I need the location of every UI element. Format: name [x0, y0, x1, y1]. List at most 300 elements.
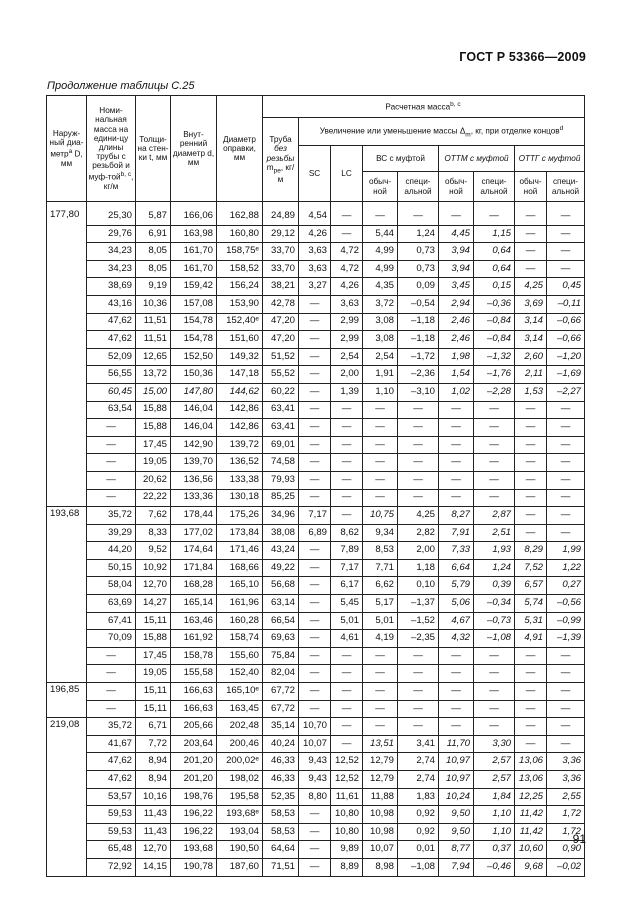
table-cell: 10,07 — [299, 735, 331, 753]
table-cell: 10,36 — [136, 295, 171, 313]
table-cell: –0,84 — [474, 331, 515, 349]
table-cell: 69,01 — [263, 436, 299, 454]
table-cell: — — [299, 858, 331, 876]
table-cell: 8,29 — [515, 542, 547, 560]
table-cell: 11,51 — [136, 313, 171, 331]
table-cell: 150,36 — [171, 366, 217, 384]
table-cell: — — [299, 542, 331, 560]
table-cell: 85,25 — [263, 489, 299, 507]
table-cell: 158,52 — [217, 260, 263, 278]
table-cell: — — [439, 489, 474, 507]
table-cell: 4,72 — [331, 243, 363, 261]
table-cell: 6,62 — [363, 577, 398, 595]
table-cell: –0,11 — [547, 295, 585, 313]
table-cell: 8,27 — [439, 507, 474, 525]
table-cell: 24,89 — [263, 208, 299, 225]
table-cell: 58,53 — [263, 823, 299, 841]
table-cell: 165,10ᵉ — [217, 683, 263, 701]
table-cell: 157,08 — [171, 295, 217, 313]
table-cell: — — [299, 559, 331, 577]
table-cell: 44,20 — [87, 542, 136, 560]
table-cell: — — [439, 700, 474, 718]
table-cell: 3,30 — [474, 735, 515, 753]
table-cell: –1,72 — [398, 348, 439, 366]
table-cell: 11,43 — [136, 823, 171, 841]
table-cell: 11,61 — [331, 788, 363, 806]
table-cell: 1,24 — [474, 559, 515, 577]
table-cell: 51,52 — [263, 348, 299, 366]
table-cell: — — [474, 208, 515, 225]
table-cell: 52,09 — [87, 348, 136, 366]
table-cell: 50,15 — [87, 559, 136, 577]
table-cell: — — [299, 331, 331, 349]
table-cell: –1,18 — [398, 313, 439, 331]
table-cell: 7,17 — [299, 507, 331, 525]
table-cell: 1,15 — [474, 225, 515, 243]
table-cell: — — [515, 524, 547, 542]
table-cell: 159,42 — [171, 278, 217, 296]
header-calculated-mass: Расчетная масса$^{b, c}$ — [263, 96, 585, 118]
table-cell: 5,44 — [363, 225, 398, 243]
table-cell: 14,27 — [136, 595, 171, 613]
table-cell: –0,66 — [547, 331, 585, 349]
table-row — [47, 735, 585, 753]
table-cell: — — [331, 735, 363, 753]
table-cell: 151,60 — [217, 331, 263, 349]
table-cell: 162,88 — [217, 208, 263, 225]
table-cell: 3,69 — [515, 295, 547, 313]
standard-number: ГОСТ Р 53366—2009 — [459, 50, 586, 64]
table-cell: 158,74 — [217, 630, 263, 648]
table-cell: 2,57 — [474, 771, 515, 789]
table-cell: –1,37 — [398, 595, 439, 613]
table-cell: — — [299, 419, 331, 437]
table-cell: 2,57 — [474, 753, 515, 771]
table-cell: 0,64 — [474, 243, 515, 261]
table-cell: 0,73 — [398, 243, 439, 261]
table-cell: 9,19 — [136, 278, 171, 296]
table-cell: 0,73 — [398, 260, 439, 278]
table-cell: 75,84 — [263, 647, 299, 665]
table-cell: 11,42 — [515, 806, 547, 824]
table-cell: –1,52 — [398, 612, 439, 630]
table-cell: 9,50 — [439, 823, 474, 841]
table-cell: 1,83 — [398, 788, 439, 806]
table-cell: 142,86 — [217, 401, 263, 419]
table-cell: 46,33 — [263, 753, 299, 771]
table-cell: 3,08 — [363, 313, 398, 331]
table-cell: 0,10 — [398, 577, 439, 595]
table-cell: — — [299, 806, 331, 824]
table-cell: 5,01 — [331, 612, 363, 630]
table-cell: — — [87, 683, 136, 701]
table-cell: 6,71 — [136, 718, 171, 736]
table-cell: — — [515, 436, 547, 454]
table-cell: — — [331, 700, 363, 718]
table-cell: 3,63 — [299, 260, 331, 278]
table-cell: 2,46 — [439, 331, 474, 349]
table-cell: 173,84 — [217, 524, 263, 542]
table-row — [47, 489, 585, 507]
table-cell: 195,58 — [217, 788, 263, 806]
table-cell: — — [299, 295, 331, 313]
table-cell: 6,17 — [331, 577, 363, 595]
header-ottm-special: специ-альной — [474, 172, 515, 202]
table-cell: 154,78 — [171, 313, 217, 331]
table-cell: –1,08 — [474, 630, 515, 648]
table-cell: 4,26 — [299, 225, 331, 243]
table-cell: 193,68ᵉ — [217, 806, 263, 824]
table-cell: — — [363, 700, 398, 718]
header-sc: SC — [299, 146, 331, 202]
table-cell: 47,62 — [87, 771, 136, 789]
table-cell: 136,56 — [171, 471, 217, 489]
table-row — [47, 383, 585, 401]
table-cell: 63,41 — [263, 419, 299, 437]
table-cell: 147,80 — [171, 383, 217, 401]
table-cell: 8,80 — [299, 788, 331, 806]
table-cell: 71,51 — [263, 858, 299, 876]
table-cell: 156,24 — [217, 278, 263, 296]
table-cell: 4,19 — [363, 630, 398, 648]
table-cell: 4,61 — [331, 630, 363, 648]
table-row — [47, 700, 585, 718]
table-cell: 2,94 — [439, 295, 474, 313]
table-cell: –3,10 — [398, 383, 439, 401]
table-cell: 3,94 — [439, 260, 474, 278]
table-cell: 5,79 — [439, 577, 474, 595]
table-row — [47, 454, 585, 472]
header-mass-change: Увеличение или уменьшение массы $\Delta_m$, кг, при отделке концов$^d$ — [299, 118, 585, 146]
table-cell: — — [87, 454, 136, 472]
table-row — [47, 295, 585, 313]
table-cell: 67,41 — [87, 612, 136, 630]
table-cell: 7,91 — [439, 524, 474, 542]
table-cell: 10,75 — [363, 507, 398, 525]
table-cell: 35,72 — [87, 718, 136, 736]
table-cell: 0,92 — [398, 806, 439, 824]
table-cell: — — [474, 700, 515, 718]
table-row — [47, 771, 585, 789]
table-cell: — — [87, 436, 136, 454]
table-cell: 133,36 — [171, 489, 217, 507]
table-cell: 10,24 — [439, 788, 474, 806]
table-cell: — — [474, 683, 515, 701]
table-cell: — — [363, 208, 398, 225]
table-cell: 39,29 — [87, 524, 136, 542]
table-cell: — — [439, 208, 474, 225]
table-cell: 7,72 — [136, 735, 171, 753]
table-cell: — — [398, 489, 439, 507]
table-cell: 38,69 — [87, 278, 136, 296]
outer-diameter-cell: 219,08 — [47, 718, 87, 876]
table-cell: — — [439, 436, 474, 454]
table-row — [47, 718, 585, 736]
table-cell: 0,45 — [547, 278, 585, 296]
table-cell: 38,08 — [263, 524, 299, 542]
table-cell: 12,65 — [136, 348, 171, 366]
table-cell: — — [398, 700, 439, 718]
table-cell: 40,24 — [263, 735, 299, 753]
table-cell: — — [547, 700, 585, 718]
table-cell: — — [439, 647, 474, 665]
table-cell: 1,93 — [474, 542, 515, 560]
table-cell: 67,72 — [263, 700, 299, 718]
table-cell: 2,46 — [439, 313, 474, 331]
table-row — [47, 331, 585, 349]
table-cell: — — [474, 665, 515, 683]
table-cell: — — [398, 683, 439, 701]
table-cell: 2,99 — [331, 331, 363, 349]
table-cell: 5,87 — [136, 208, 171, 225]
table-cell: — — [515, 454, 547, 472]
table-cell: 15,11 — [136, 683, 171, 701]
table-cell: 2,00 — [398, 542, 439, 560]
table-cell: — — [547, 507, 585, 525]
table-cell: –1,76 — [474, 366, 515, 384]
table-cell: — — [515, 665, 547, 683]
table-cell: 9,34 — [363, 524, 398, 542]
table-cell: — — [398, 436, 439, 454]
table-cell: 8,05 — [136, 260, 171, 278]
table-cell: 65,48 — [87, 841, 136, 859]
table-cell: 0,92 — [398, 823, 439, 841]
table-row — [47, 841, 585, 859]
table-cell: — — [547, 419, 585, 437]
table-cell: 5,01 — [363, 612, 398, 630]
table-cell: — — [515, 471, 547, 489]
table-cell: — — [474, 718, 515, 736]
table-row — [47, 243, 585, 261]
table-cell: 1,98 — [439, 348, 474, 366]
table-cell: 47,20 — [263, 313, 299, 331]
table-cell: 11,70 — [439, 735, 474, 753]
table-cell: 3,27 — [299, 278, 331, 296]
table-cell: 4,99 — [363, 260, 398, 278]
table-cell: — — [299, 595, 331, 613]
table-cell: 53,57 — [87, 788, 136, 806]
table-cell: 2,54 — [363, 348, 398, 366]
table-cell: — — [299, 700, 331, 718]
table-cell: — — [363, 718, 398, 736]
table-cell: 67,72 — [263, 683, 299, 701]
table-cell: –0,36 — [474, 295, 515, 313]
table-cell: 2,60 — [515, 348, 547, 366]
table-cell: — — [299, 436, 331, 454]
table-row — [47, 208, 585, 225]
table-cell: 1,91 — [363, 366, 398, 384]
table-cell: 17,45 — [136, 436, 171, 454]
header-bc-coupling: ВС с муфтой — [363, 146, 439, 172]
table-cell: — — [439, 683, 474, 701]
table-cell: –0,99 — [547, 612, 585, 630]
table-row — [47, 559, 585, 577]
table-cell: — — [547, 665, 585, 683]
table-cell: 9,50 — [439, 806, 474, 824]
table-cell: 166,63 — [171, 683, 217, 701]
table-cell: — — [474, 401, 515, 419]
table-row — [47, 823, 585, 841]
table-cell: — — [299, 383, 331, 401]
table-cell: 144,62 — [217, 383, 263, 401]
table-cell: 8,94 — [136, 771, 171, 789]
table-cell: 3,41 — [398, 735, 439, 753]
table-cell: 161,70 — [171, 243, 217, 261]
table-cell: — — [474, 436, 515, 454]
table-cell: 175,26 — [217, 507, 263, 525]
table-cell: 4,45 — [439, 225, 474, 243]
table-cell: 193,04 — [217, 823, 263, 841]
table-cell: 166,63 — [171, 700, 217, 718]
table-cell: 35,72 — [87, 507, 136, 525]
table-cell: 8,98 — [363, 858, 398, 876]
table-cell: –1,39 — [547, 630, 585, 648]
table-cell: — — [299, 665, 331, 683]
table-cell: 11,43 — [136, 806, 171, 824]
table-cell: — — [515, 507, 547, 525]
table-cell: 203,64 — [171, 735, 217, 753]
table-cell: –2,27 — [547, 383, 585, 401]
table-cell: 2,11 — [515, 366, 547, 384]
table-cell: 146,04 — [171, 419, 217, 437]
table-cell: 8,62 — [331, 524, 363, 542]
table-cell: 4,25 — [515, 278, 547, 296]
table-cell: — — [331, 489, 363, 507]
table-cell: — — [515, 647, 547, 665]
table-row — [47, 348, 585, 366]
table-cell: 193,68 — [171, 841, 217, 859]
table-cell: 201,20 — [171, 771, 217, 789]
table-cell: — — [547, 489, 585, 507]
table-row — [47, 665, 585, 683]
table-cell: 58,04 — [87, 577, 136, 595]
table-cell: 64,64 — [263, 841, 299, 859]
table-cell: — — [331, 401, 363, 419]
table-cell: –1,32 — [474, 348, 515, 366]
table-cell: 11,88 — [363, 788, 398, 806]
page-number: 91 — [572, 832, 586, 846]
table-cell: — — [299, 647, 331, 665]
table-cell: –0,02 — [547, 858, 585, 876]
table-cell: — — [515, 683, 547, 701]
table-cell: 15,88 — [136, 401, 171, 419]
table-cell: — — [299, 348, 331, 366]
table-caption: Продолжение таблицы С.25 — [47, 80, 195, 92]
table-cell: 66,54 — [263, 612, 299, 630]
table-cell: 155,58 — [171, 665, 217, 683]
table-cell: — — [515, 225, 547, 243]
table-cell: 29,76 — [87, 225, 136, 243]
table-cell: 59,53 — [87, 823, 136, 841]
table-cell: — — [515, 489, 547, 507]
table-cell: 3,63 — [299, 243, 331, 261]
table-cell: 136,52 — [217, 454, 263, 472]
table-cell: –0,73 — [474, 612, 515, 630]
table-cell: 178,44 — [171, 507, 217, 525]
table-cell: 1,22 — [547, 559, 585, 577]
table-cell: 161,96 — [217, 595, 263, 613]
header-nominal-mass: Номи-нальная масса на едини-цу длины трубы с резьбой и муф-той$^{b, c}$, кг/м — [87, 96, 136, 202]
table-cell: 15,11 — [136, 612, 171, 630]
table-cell: 15,88 — [136, 419, 171, 437]
table-cell: 1,84 — [474, 788, 515, 806]
table-cell: 74,58 — [263, 454, 299, 472]
table-cell: 46,33 — [263, 771, 299, 789]
table-cell: –0,46 — [474, 858, 515, 876]
table-cell: — — [331, 665, 363, 683]
table-cell: 13,06 — [515, 771, 547, 789]
table-cell: 2,87 — [474, 507, 515, 525]
table-cell: 60,45 — [87, 383, 136, 401]
table-cell: –0,66 — [547, 313, 585, 331]
table-cell: 190,78 — [171, 858, 217, 876]
table-cell: — — [299, 630, 331, 648]
table-cell: 8,89 — [331, 858, 363, 876]
table-cell: — — [331, 683, 363, 701]
table-cell: 12,79 — [363, 771, 398, 789]
table-cell: –0,54 — [398, 295, 439, 313]
table-cell: 161,92 — [171, 630, 217, 648]
table-cell: — — [515, 401, 547, 419]
table-row — [47, 313, 585, 331]
table-cell: 3,14 — [515, 331, 547, 349]
table-cell: — — [547, 454, 585, 472]
table-cell: 158,78 — [171, 647, 217, 665]
table-cell: 47,62 — [87, 331, 136, 349]
header-inner-diameter: Внут-ренний диаметр d, мм — [171, 96, 217, 202]
table-cell: — — [439, 401, 474, 419]
table-cell: 3,36 — [547, 771, 585, 789]
table-cell: 2,74 — [398, 753, 439, 771]
table-cell: — — [87, 700, 136, 718]
table-row — [47, 788, 585, 806]
table-cell: –1,18 — [398, 331, 439, 349]
table-cell: 6,64 — [439, 559, 474, 577]
header-drift-diameter: Диаметр оправки, мм — [217, 96, 263, 202]
table-cell: 190,50 — [217, 841, 263, 859]
table-cell: — — [439, 454, 474, 472]
table-cell: — — [398, 208, 439, 225]
table-cell: 47,20 — [263, 331, 299, 349]
table-cell: 12,70 — [136, 841, 171, 859]
table-cell: 11,42 — [515, 823, 547, 841]
table-cell: 58,53 — [263, 806, 299, 824]
table-cell: — — [331, 454, 363, 472]
table-cell: — — [331, 647, 363, 665]
table-cell: 13,51 — [363, 735, 398, 753]
table-cell: 200,02ᵉ — [217, 753, 263, 771]
table-cell: — — [299, 471, 331, 489]
table-cell: 187,60 — [217, 858, 263, 876]
table-cell: 47,62 — [87, 753, 136, 771]
table-row — [47, 260, 585, 278]
table-cell: 3,72 — [363, 295, 398, 313]
table-cell: 56,68 — [263, 577, 299, 595]
table-cell: — — [515, 260, 547, 278]
table-cell: 63,69 — [87, 595, 136, 613]
table-cell: 9,43 — [299, 753, 331, 771]
table-cell: — — [299, 489, 331, 507]
table-cell: 60,22 — [263, 383, 299, 401]
table-cell: 1,53 — [515, 383, 547, 401]
table-cell: 7,94 — [439, 858, 474, 876]
table-cell: 0,01 — [398, 841, 439, 859]
table-cell: 7,52 — [515, 559, 547, 577]
table-cell: 10,07 — [363, 841, 398, 859]
table-cell: 201,20 — [171, 753, 217, 771]
table-cell: 155,60 — [217, 647, 263, 665]
table-row — [47, 401, 585, 419]
